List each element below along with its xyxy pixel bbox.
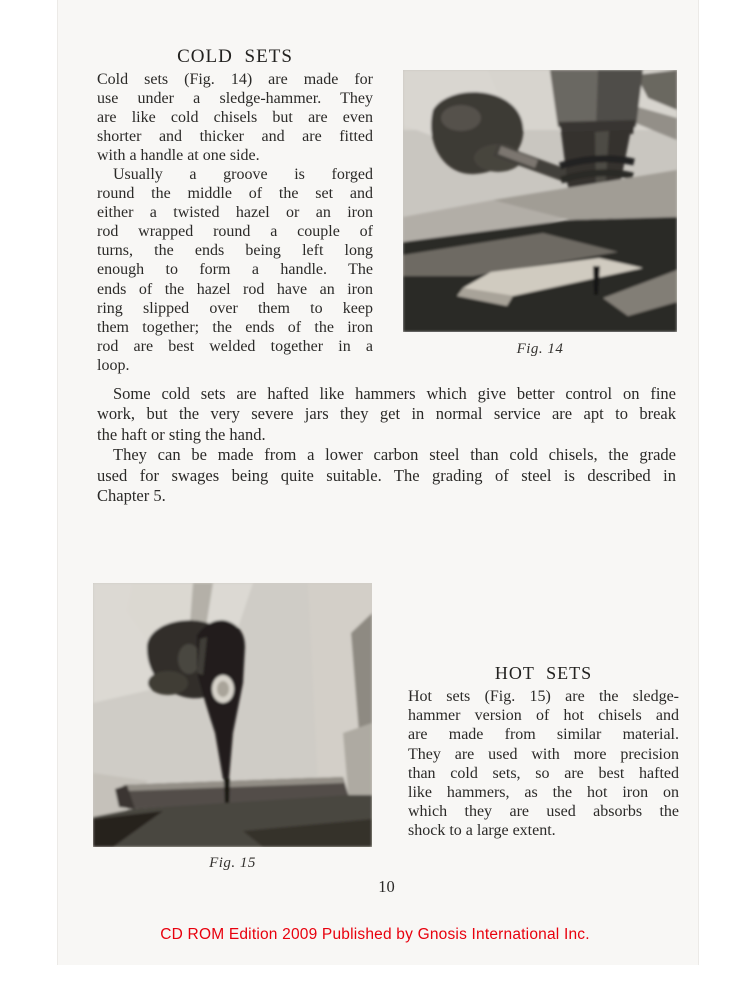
text-line: which they are used absorbs the	[408, 803, 679, 821]
fig14-photo	[403, 70, 677, 332]
cold-sets-heading: COLD SETS	[177, 46, 293, 67]
text-line: the haft or sting the hand.	[97, 424, 266, 444]
text-line: enough to form a handle. The	[97, 261, 373, 279]
text-line: shorter and thicker and are fitted	[97, 128, 373, 146]
text-line: round the middle of the set and	[97, 185, 373, 203]
text-line: are made from similar material.	[408, 726, 679, 744]
fig15-caption: Fig. 15	[209, 855, 256, 871]
text-line: rod are best welded together in a	[97, 337, 373, 355]
text-line: are like cold chisels but are even	[97, 109, 373, 127]
text-line: than cold sets, so are best hafted	[408, 764, 679, 782]
text-line: work, but the very severe jars they get in normal service are apt to break	[97, 404, 676, 424]
text-line: They are used with more precision	[408, 745, 679, 763]
text-line: turns, the ends being left long	[97, 242, 373, 260]
text-line: ends of the hazel rod have an iron	[97, 280, 373, 298]
cold-sets-column	[97, 70, 373, 375]
fig15-photo-art	[93, 583, 372, 847]
text-line: Usually a groove is forged	[113, 166, 373, 184]
text-line: either a twisted hazel or an iron	[97, 204, 373, 222]
text-line: Cold sets (Fig. 14) are made for	[97, 71, 373, 88]
text-line: rod wrapped round a couple of	[97, 223, 373, 241]
text-line: Some cold sets are hafted like hammers which give better control on fine	[113, 384, 676, 403]
text-line: shock to a large extent.	[408, 822, 556, 840]
text-line: They can be made from a lower carbon steel than cold chisels, the grade	[113, 445, 676, 465]
page-number: 10	[378, 877, 395, 896]
cold-sets-fullwidth-text	[97, 384, 676, 506]
text-line: them together; the ends of the iron	[97, 318, 373, 336]
text-line: loop.	[97, 356, 130, 374]
text-line: with a handle at one side.	[97, 147, 260, 165]
text-line: like hammers, as the hot iron on	[408, 784, 679, 802]
text-line: used for swages being quite suitable. The grading of steel is described in	[97, 465, 676, 485]
text-line: Chapter 5.	[97, 486, 166, 506]
text-line: ring slipped over them to keep	[97, 299, 373, 317]
hot-sets-heading: HOT SETS	[494, 663, 593, 683]
fig15-photo	[93, 583, 372, 847]
fig14-caption: Fig. 14	[516, 341, 564, 357]
text-line: Hot sets (Fig. 15) are the sledge-	[408, 688, 679, 705]
text-line: use under a sledge-hammer. They	[97, 90, 373, 108]
cdrom-edition-footer: CD ROM Edition 2009 Published by Gnosis International Inc.	[160, 926, 590, 943]
text-line: hammer version of hot chisels and	[408, 707, 679, 725]
fig14-photo-art	[403, 70, 677, 332]
hot-sets-column	[408, 687, 679, 841]
